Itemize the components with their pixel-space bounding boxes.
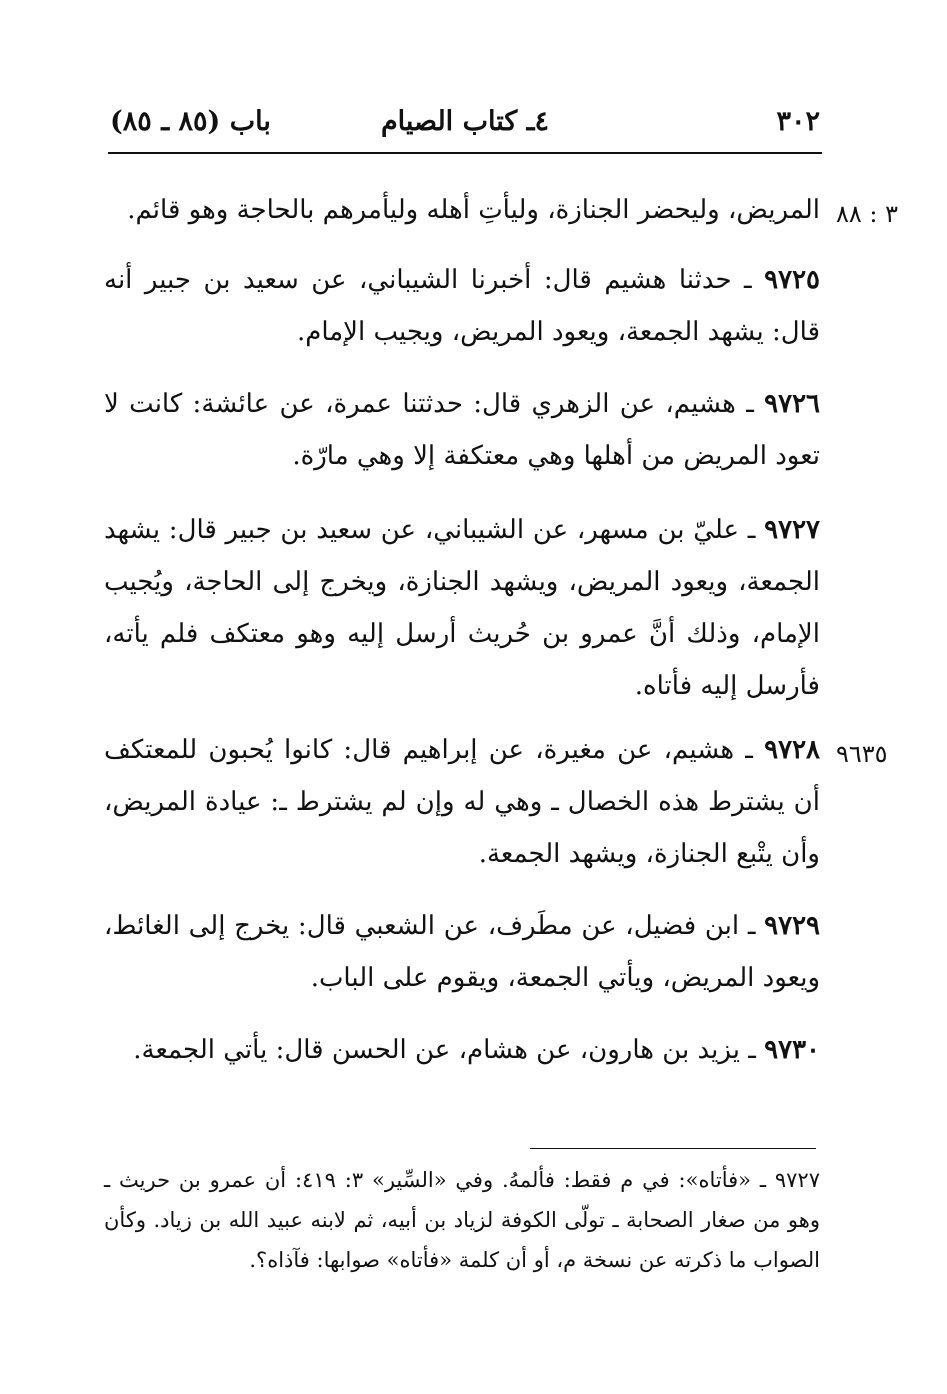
hadith-text: ـ هشيم، عن الزهري قال: حدثتنا عمرة، عن عائشة: كانت لا تعود المريض من أهلها وهي معتكفة إلا وهي مارّة. (104, 389, 820, 471)
hadith-number: ٩٧٣٠ (764, 1035, 820, 1065)
header-rule (108, 152, 822, 154)
margin-reference: ٣ : ٨٨ (836, 200, 899, 228)
hadith-text: ـ حدثنا هشيم قال: أخبرنا الشيباني، عن سعيد بن جبير أنه قال: يشهد الجمعة، ويعود المريض، ويجيب الإمام. (104, 265, 820, 347)
hadith-9729 (104, 900, 820, 1004)
footnote-rule (530, 1148, 816, 1149)
page-number: ٣٠٢ (776, 106, 820, 137)
hadith-number: ٩٧٢٨ (764, 735, 820, 765)
hadith-text: ـ يزيد بن هارون، عن هشام، عن الحسن قال: يأتي الجمعة. (133, 1035, 765, 1065)
footnote (104, 1160, 820, 1280)
hadith-number: ٩٧٢٧ (764, 515, 820, 545)
hadith-text: ـ هشيم، عن مغيرة، عن إبراهيم قال: كانوا يُحبون للمعتكف أن يشترط هذه الخصال ـ وهي له وإن لم يشترط ـ: عيادة المريض، وأن يتْبع الجنازة، ويشهد الجمعة. (104, 735, 820, 869)
hadith-9726 (104, 378, 820, 482)
chapter-label: باب (٨٥ ـ ٨٥) (110, 106, 271, 137)
footnote-text: ٩٧٢٧ ـ «فأتاه»: في م فقط: فألمهُ. وفي «السِّير» ٣: ٤١٩: أن عمرو بن حريث ـ وهو من صغار الصحابة ـ تولّى الكوفة لزياد بن أبيه، ثم لابنه عبيد الله بن زياد. وكأن الصواب ما ذكرته عن نسخة م، أو أن كلمة «فأتاه» صوابها: فآذاه؟. (104, 1168, 820, 1272)
hadith-9727 (104, 504, 820, 712)
hadith-number: ٩٧٢٩ (764, 911, 820, 941)
hadith-text: ـ عليّ بن مسهر، عن الشيباني، عن سعيد بن جبير قال: يشهد الجمعة، ويعود المريض، ويشهد الجنازة، ويخرج إلى الحاجة، ويُجيب الإمام، وذلك أنَّ عمرو بن حُريث أرسل إليه وهو معتكف فلم يأته، فأرسل إليه فأتاه. (104, 515, 820, 701)
hadith-text: ـ ابن فضيل، عن مطَرف، عن الشعبي قال: يخرج إلى الغائط، ويعود المريض، ويأتي الجمعة، ويقوم على الباب. (104, 911, 820, 993)
page-header (110, 100, 820, 148)
margin-reference: ٩٦٣٥ (836, 740, 888, 768)
hadith-9725 (104, 254, 820, 358)
hadith-9730 (104, 1024, 820, 1076)
book-title: ٤ـ كتاب الصيام (380, 106, 550, 137)
hadith-9728 (104, 724, 820, 880)
paragraph-text: المريض، وليحضر الجنازة، وليأتِ أهله وليأمرهم بالحاجة وهو قائم. (127, 195, 820, 225)
hadith-number: ٩٧٢٥ (764, 265, 820, 295)
hadith-number: ٩٧٢٦ (764, 389, 820, 419)
paragraph-continuation (104, 184, 820, 236)
